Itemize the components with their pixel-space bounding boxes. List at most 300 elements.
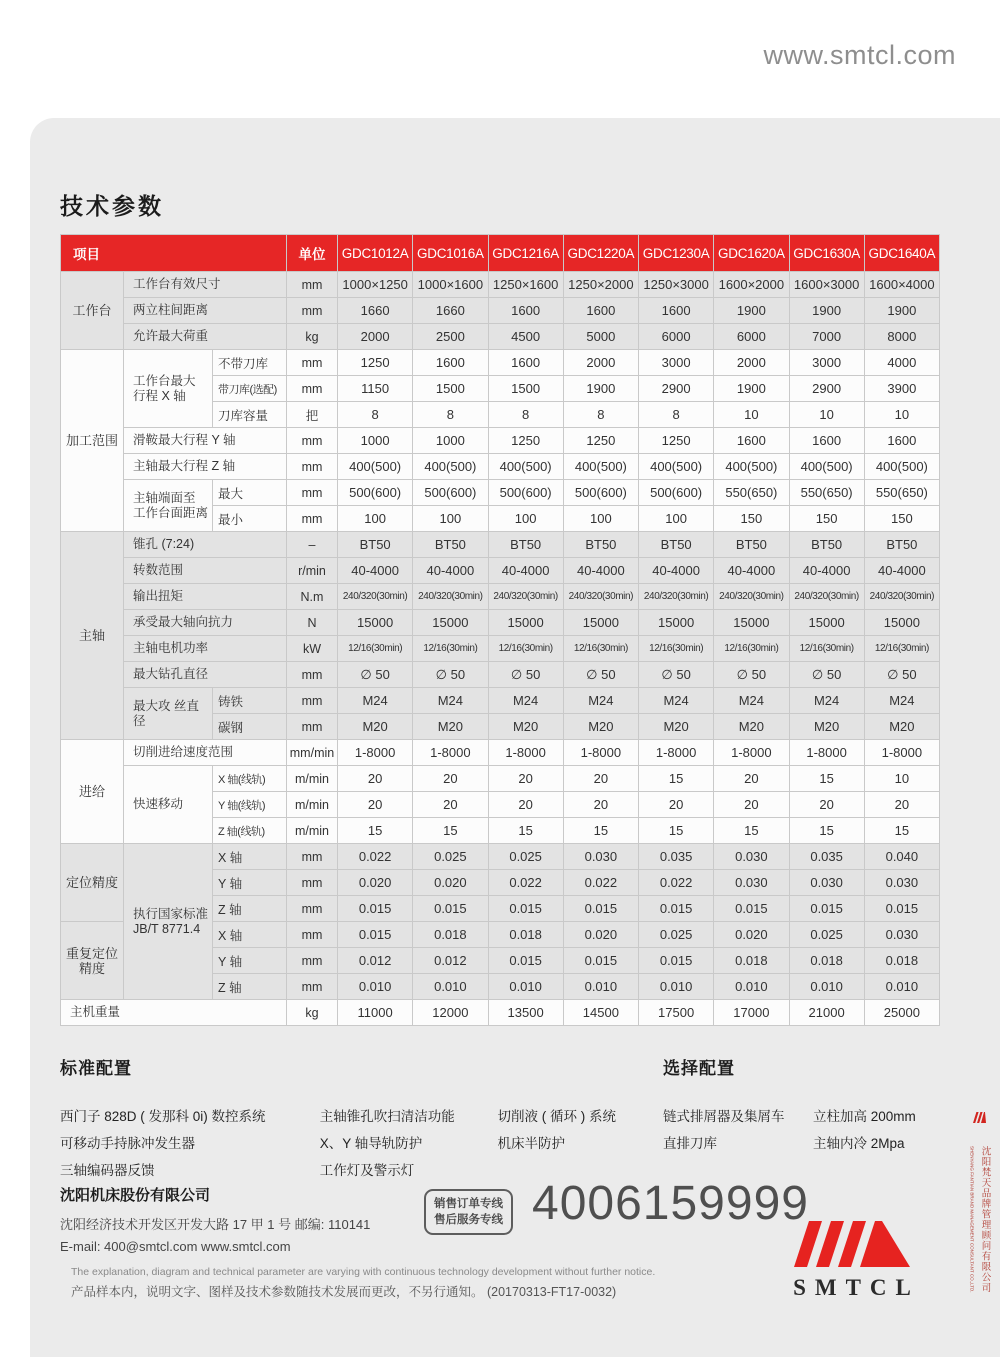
config-item: 主轴锥孔吹扫清洁功能 bbox=[319, 1109, 455, 1124]
spec-value-cell: 0.015 bbox=[865, 896, 939, 921]
table-row bbox=[61, 662, 939, 687]
company-address: 沈阳经济技术开发区开发大路 17 甲 1 号 邮编: 110141 bbox=[60, 1217, 371, 1232]
spec-unit-cell: m/min bbox=[287, 818, 337, 843]
spec-value-cell: 17500 bbox=[639, 1000, 713, 1025]
spec-value-cell: M24 bbox=[564, 688, 638, 713]
spec-value-cell: 1250 bbox=[639, 428, 713, 453]
spec-value-cell: 15 bbox=[489, 818, 563, 843]
spec-value-cell: 2000 bbox=[564, 350, 638, 375]
page-title: 技术参数 bbox=[60, 193, 164, 219]
spec-value-cell: 20 bbox=[489, 792, 563, 817]
spec-value-cell: 0.015 bbox=[489, 948, 563, 973]
spec-value-cell: 15000 bbox=[714, 610, 788, 635]
spec-value-cell: M20 bbox=[865, 714, 939, 739]
optional-config-section bbox=[663, 1054, 963, 1157]
optional-config-columns bbox=[663, 1103, 963, 1157]
spec-value-cell: 12/16(30min) bbox=[413, 636, 487, 661]
spec-value-cell: 15000 bbox=[865, 610, 939, 635]
spec-value-cell: 0.025 bbox=[639, 922, 713, 947]
spec-value-cell: 0.018 bbox=[489, 922, 563, 947]
spec-value-cell: 2900 bbox=[639, 376, 713, 401]
spec-value-cell: 1900 bbox=[714, 376, 788, 401]
spec-value-cell: M24 bbox=[413, 688, 487, 713]
config-column bbox=[498, 1103, 617, 1184]
header-model: GDC1230A bbox=[639, 235, 713, 271]
header-model: GDC1016A bbox=[413, 235, 487, 271]
spec-value-cell: 5000 bbox=[564, 324, 638, 349]
spec-value-cell: BT50 bbox=[714, 532, 788, 557]
spec-value-cell: 25000 bbox=[865, 1000, 939, 1025]
spec-value-cell: 240/320(30min) bbox=[639, 584, 713, 609]
website-url[interactable]: www.smtcl.com bbox=[763, 40, 956, 70]
spec-value-cell: M20 bbox=[639, 714, 713, 739]
spec-label-cell: 主轴最大行程 Z 轴 bbox=[124, 454, 286, 479]
spec-sub-label-cell: 铸铁 bbox=[213, 688, 286, 713]
spec-value-cell: 21000 bbox=[790, 1000, 864, 1025]
spec-value-cell: 1600×4000 bbox=[865, 272, 939, 297]
spec-unit-cell: mm bbox=[287, 298, 337, 323]
spec-value-cell: 1600×3000 bbox=[790, 272, 864, 297]
spec-value-cell: ∅ 50 bbox=[564, 662, 638, 687]
spec-value-cell: 400(500) bbox=[564, 454, 638, 479]
spec-value-cell: 240/320(30min) bbox=[865, 584, 939, 609]
spec-value-cell: 550(650) bbox=[790, 480, 864, 505]
spec-value-cell: 1900 bbox=[564, 376, 638, 401]
side-brand-en: SHENYANG FANTIAN BRAND MANAGEMENT CONSULTANT CO.,LTD. bbox=[969, 1146, 975, 1293]
spec-value-cell: 3000 bbox=[639, 350, 713, 375]
spec-value-cell: 0.010 bbox=[564, 974, 638, 999]
config-item: 主轴内冷 2Mpa bbox=[813, 1136, 905, 1151]
smtcl-logo-icon bbox=[794, 1221, 910, 1267]
spec-value-cell: 1900 bbox=[714, 298, 788, 323]
spec-group-cell: 加工范围 bbox=[61, 350, 123, 531]
spec-sub-label-cell: 最小 bbox=[213, 506, 286, 531]
spec-value-cell: 8 bbox=[639, 402, 713, 427]
side-brand-icon bbox=[973, 1112, 986, 1123]
spec-value-cell: 400(500) bbox=[790, 454, 864, 479]
spec-value-cell: ∅ 50 bbox=[413, 662, 487, 687]
spec-value-cell: 15000 bbox=[489, 610, 563, 635]
spec-value-cell: 1600 bbox=[639, 298, 713, 323]
table-row bbox=[61, 324, 939, 349]
spec-value-cell: 240/320(30min) bbox=[338, 584, 412, 609]
spec-value-cell: 1600 bbox=[489, 350, 563, 375]
spec-unit-cell: – bbox=[287, 532, 337, 557]
spec-value-cell: 0.025 bbox=[790, 922, 864, 947]
spec-value-cell: 0.022 bbox=[338, 844, 412, 869]
spec-value-cell: 17000 bbox=[714, 1000, 788, 1025]
spec-value-cell: 13500 bbox=[489, 1000, 563, 1025]
spec-value-cell: 150 bbox=[865, 506, 939, 531]
spec-sub-label-cell: Y 轴(线轨) bbox=[213, 792, 286, 817]
spec-value-cell: 11000 bbox=[338, 1000, 412, 1025]
spec-value-cell: 40-4000 bbox=[639, 558, 713, 583]
spec-value-cell: 0.015 bbox=[639, 896, 713, 921]
spec-value-cell: 0.018 bbox=[413, 922, 487, 947]
spec-unit-cell: mm bbox=[287, 688, 337, 713]
spec-value-cell: 0.015 bbox=[338, 896, 412, 921]
spec-value-cell: 1600×2000 bbox=[714, 272, 788, 297]
spec-value-cell: 15000 bbox=[413, 610, 487, 635]
spec-value-cell: 4500 bbox=[489, 324, 563, 349]
spec-value-cell: 12/16(30min) bbox=[489, 636, 563, 661]
spec-unit-cell: kW bbox=[287, 636, 337, 661]
config-column bbox=[60, 1103, 286, 1184]
spec-value-cell: M20 bbox=[489, 714, 563, 739]
spec-value-cell: ∅ 50 bbox=[338, 662, 412, 687]
spec-sub-label-cell: Z 轴 bbox=[213, 896, 286, 921]
spec-value-cell: 240/320(30min) bbox=[714, 584, 788, 609]
spec-value-cell: 20 bbox=[714, 792, 788, 817]
table-row bbox=[61, 584, 939, 609]
spec-value-cell: 20 bbox=[338, 766, 412, 791]
disclaimer bbox=[71, 1266, 655, 1300]
spec-unit-cell: 把 bbox=[287, 402, 337, 427]
spec-unit-cell: mm bbox=[287, 662, 337, 687]
spec-value-cell: 12/16(30min) bbox=[639, 636, 713, 661]
spec-value-cell: 8000 bbox=[865, 324, 939, 349]
spec-value-cell: 150 bbox=[790, 506, 864, 531]
spec-value-cell: 0.015 bbox=[338, 922, 412, 947]
spec-value-cell: 0.022 bbox=[639, 870, 713, 895]
spec-value-cell: 1000×1600 bbox=[413, 272, 487, 297]
spec-unit-cell: m/min bbox=[287, 766, 337, 791]
config-item: 切削液 ( 循环 ) 系统 bbox=[497, 1109, 616, 1124]
spec-value-cell: 15000 bbox=[639, 610, 713, 635]
config-item: 立柱加高 200mm bbox=[813, 1109, 916, 1124]
spec-value-cell: 12/16(30min) bbox=[338, 636, 412, 661]
spec-sub-label-cell: 带刀库(选配) bbox=[213, 376, 286, 401]
table-header-row bbox=[61, 235, 939, 271]
spec-unit-cell: mm bbox=[287, 506, 337, 531]
spec-value-cell: 0.012 bbox=[413, 948, 487, 973]
header-model: GDC1220A bbox=[564, 235, 638, 271]
spec-value-cell: 15 bbox=[790, 818, 864, 843]
spec-value-cell: 4000 bbox=[865, 350, 939, 375]
spec-sub-label-cell: X 轴(线轨) bbox=[213, 766, 286, 791]
spec-value-cell: 0.020 bbox=[413, 870, 487, 895]
spec-value-cell: 0.018 bbox=[865, 948, 939, 973]
spec-value-cell: 1150 bbox=[338, 376, 412, 401]
spec-value-cell: 2000 bbox=[338, 324, 412, 349]
spec-value-cell: BT50 bbox=[489, 532, 563, 557]
spec-value-cell: 1-8000 bbox=[865, 740, 939, 765]
spec-value-cell: 100 bbox=[413, 506, 487, 531]
spec-value-cell: 20 bbox=[865, 792, 939, 817]
spec-unit-cell: m/min bbox=[287, 792, 337, 817]
table-row bbox=[61, 532, 939, 557]
spec-value-cell: M24 bbox=[338, 688, 412, 713]
spec-label-cell: 锥孔 (7:24) bbox=[124, 532, 286, 557]
spec-value-cell: 1-8000 bbox=[338, 740, 412, 765]
spec-value-cell: 0.020 bbox=[338, 870, 412, 895]
spec-value-cell: 1000×1250 bbox=[338, 272, 412, 297]
config-item: 直排刀库 bbox=[663, 1136, 717, 1151]
spec-value-cell: 40-4000 bbox=[865, 558, 939, 583]
spec-unit-cell: mm bbox=[287, 428, 337, 453]
spec-value-cell: M24 bbox=[639, 688, 713, 713]
spec-value-cell: ∅ 50 bbox=[790, 662, 864, 687]
config-item: 链式排屑器及集屑车 bbox=[663, 1109, 785, 1124]
spec-value-cell: 2900 bbox=[790, 376, 864, 401]
spec-value-cell: 100 bbox=[338, 506, 412, 531]
config-item: 机床半防护 bbox=[497, 1136, 565, 1151]
spec-value-cell: 1600 bbox=[413, 350, 487, 375]
spec-value-cell: BT50 bbox=[338, 532, 412, 557]
content-panel bbox=[30, 118, 1000, 1357]
spec-value-cell: 10 bbox=[714, 402, 788, 427]
spec-value-cell: BT50 bbox=[564, 532, 638, 557]
side-brand-cn: 沈阳梵天品牌管理顾问有限公司 bbox=[979, 1146, 991, 1293]
spec-sub-label-cell: 最大 bbox=[213, 480, 286, 505]
spec-value-cell: M24 bbox=[865, 688, 939, 713]
table-row bbox=[61, 844, 939, 869]
spec-value-cell: 400(500) bbox=[489, 454, 563, 479]
spec-value-cell: 15 bbox=[639, 818, 713, 843]
spec-value-cell: ∅ 50 bbox=[714, 662, 788, 687]
spec-value-cell: 1600 bbox=[865, 428, 939, 453]
header-model: GDC1012A bbox=[338, 235, 412, 271]
table-row bbox=[61, 272, 939, 297]
hotline-label-box bbox=[424, 1189, 513, 1235]
company-email[interactable]: E-mail: 400@smtcl.com www.smtcl.com bbox=[60, 1239, 291, 1254]
spec-value-cell: 15000 bbox=[338, 610, 412, 635]
side-brand-text bbox=[967, 1132, 992, 1307]
spec-value-cell: 1000 bbox=[413, 428, 487, 453]
spec-value-cell: 15 bbox=[338, 818, 412, 843]
spec-group-cell: 进给 bbox=[61, 740, 123, 843]
spec-label-cell: 转数范围 bbox=[124, 558, 286, 583]
spec-sub-label-cell: Y 轴 bbox=[213, 948, 286, 973]
spec-unit-cell: mm bbox=[287, 350, 337, 375]
spec-unit-cell: mm bbox=[287, 454, 337, 479]
spec-group-cell: 工作台 bbox=[61, 272, 123, 349]
spec-label-cell: 最大攻 丝直径 bbox=[124, 688, 212, 739]
table-row bbox=[61, 428, 939, 453]
hotline-number: 4006159999 bbox=[532, 1177, 809, 1230]
spec-value-cell: 1500 bbox=[413, 376, 487, 401]
spec-value-cell: 40-4000 bbox=[338, 558, 412, 583]
spec-label-cell: 最大钻孔直径 bbox=[124, 662, 286, 687]
spec-group-cell: 定位精度 bbox=[61, 844, 123, 921]
spec-unit-cell: mm bbox=[287, 480, 337, 505]
spec-value-cell: 500(600) bbox=[338, 480, 412, 505]
spec-value-cell: 40-4000 bbox=[714, 558, 788, 583]
spec-value-cell: 0.040 bbox=[865, 844, 939, 869]
spec-value-cell: 400(500) bbox=[639, 454, 713, 479]
spec-value-cell: 40-4000 bbox=[489, 558, 563, 583]
config-column bbox=[320, 1103, 464, 1184]
hotline-line2: 售后服务专线 bbox=[434, 1214, 503, 1226]
spec-value-cell: M24 bbox=[790, 688, 864, 713]
spec-unit-cell: mm bbox=[287, 844, 337, 869]
spec-value-cell: 10 bbox=[865, 402, 939, 427]
spec-unit-cell: mm bbox=[287, 714, 337, 739]
spec-unit-cell: mm bbox=[287, 870, 337, 895]
spec-value-cell: 500(600) bbox=[489, 480, 563, 505]
spec-value-cell: 14500 bbox=[564, 1000, 638, 1025]
disclaimer-chinese: 产品样本内，说明文字、图样及技术参数随技术发展而更改，不另行通知。 (20170313-FT17-0032) bbox=[71, 1285, 617, 1299]
spec-value-cell: 1600 bbox=[564, 298, 638, 323]
spec-value-cell: 1-8000 bbox=[639, 740, 713, 765]
spec-value-cell: ∅ 50 bbox=[865, 662, 939, 687]
spec-value-cell: 0.010 bbox=[338, 974, 412, 999]
spec-value-cell: 0.015 bbox=[714, 896, 788, 921]
spec-value-cell: 15 bbox=[865, 818, 939, 843]
spec-value-cell: 40-4000 bbox=[790, 558, 864, 583]
spec-value-cell: 1-8000 bbox=[790, 740, 864, 765]
spec-value-cell: 20 bbox=[413, 792, 487, 817]
spec-value-cell: 1-8000 bbox=[714, 740, 788, 765]
spec-value-cell: 15 bbox=[564, 818, 638, 843]
spec-value-cell: BT50 bbox=[639, 532, 713, 557]
spec-value-cell: 0.022 bbox=[489, 870, 563, 895]
spec-value-cell: 0.030 bbox=[865, 870, 939, 895]
spec-value-cell: 15000 bbox=[564, 610, 638, 635]
spec-unit-cell: mm bbox=[287, 272, 337, 297]
spec-value-cell: 0.010 bbox=[489, 974, 563, 999]
spec-sub-label-cell: 不带刀库 bbox=[213, 350, 286, 375]
spec-value-cell: 12/16(30min) bbox=[714, 636, 788, 661]
spec-unit-cell: mm/min bbox=[287, 740, 337, 765]
spec-value-cell: 1600 bbox=[790, 428, 864, 453]
spec-label-cell: 工作台有效尺寸 bbox=[124, 272, 286, 297]
spec-value-cell: 240/320(30min) bbox=[413, 584, 487, 609]
header-unit: 单位 bbox=[287, 235, 337, 271]
spec-value-cell: 1250 bbox=[489, 428, 563, 453]
spec-value-cell: 20 bbox=[714, 766, 788, 791]
spec-value-cell: 8 bbox=[413, 402, 487, 427]
spec-value-cell: 20 bbox=[790, 792, 864, 817]
spec-value-cell: M24 bbox=[489, 688, 563, 713]
spec-label-cell: 主轴电机功率 bbox=[124, 636, 286, 661]
spec-unit-cell: mm bbox=[287, 974, 337, 999]
spec-value-cell: 0.010 bbox=[639, 974, 713, 999]
spec-value-cell: M20 bbox=[714, 714, 788, 739]
standard-config-title: 标准配置 bbox=[60, 1059, 132, 1078]
spec-value-cell: 400(500) bbox=[865, 454, 939, 479]
spec-value-cell: 3000 bbox=[790, 350, 864, 375]
spec-value-cell: 15000 bbox=[790, 610, 864, 635]
spec-value-cell: 12/16(30min) bbox=[564, 636, 638, 661]
config-item: 三轴编码器反馈 bbox=[60, 1163, 155, 1178]
spec-value-cell: 100 bbox=[639, 506, 713, 531]
spec-sub-label-cell: Z 轴 bbox=[213, 974, 286, 999]
spec-value-cell: 0.035 bbox=[639, 844, 713, 869]
spec-value-cell: BT50 bbox=[413, 532, 487, 557]
spec-value-cell: 400(500) bbox=[714, 454, 788, 479]
header-model: GDC1620A bbox=[714, 235, 788, 271]
config-item: 可移动手持脉冲发生器 bbox=[60, 1136, 195, 1151]
spec-label-cell: 工作台最大 行程 X 轴 bbox=[124, 350, 212, 427]
config-item: X、Y 轴导轨防护 bbox=[319, 1136, 423, 1151]
optional-config-title: 选择配置 bbox=[663, 1059, 735, 1078]
spec-value-cell: 1660 bbox=[338, 298, 412, 323]
spec-value-cell: 240/320(30min) bbox=[489, 584, 563, 609]
spec-group-cell: 重复定位 精度 bbox=[61, 922, 123, 999]
spec-sub-label-cell: 刀库容量 bbox=[213, 402, 286, 427]
spec-value-cell: 20 bbox=[338, 792, 412, 817]
spec-value-cell: 1-8000 bbox=[489, 740, 563, 765]
spec-value-cell: 1000 bbox=[338, 428, 412, 453]
spec-value-cell: 20 bbox=[489, 766, 563, 791]
table-row bbox=[61, 454, 939, 479]
spec-unit-cell: mm bbox=[287, 896, 337, 921]
table-row bbox=[61, 1000, 939, 1025]
disclaimer-english: The explanation, diagram and technical parameter are varying with continuous technology development without further notice. bbox=[71, 1266, 656, 1278]
spec-value-cell: 15 bbox=[790, 766, 864, 791]
spec-value-cell: M20 bbox=[338, 714, 412, 739]
config-item: 工作灯及警示灯 bbox=[319, 1163, 415, 1178]
header-model: GDC1640A bbox=[865, 235, 939, 271]
table-row bbox=[61, 558, 939, 583]
spec-value-cell: 0.015 bbox=[489, 896, 563, 921]
spec-value-cell: 0.030 bbox=[790, 870, 864, 895]
table-row bbox=[61, 350, 939, 375]
table-row bbox=[61, 480, 939, 505]
smtcl-logo bbox=[782, 1221, 922, 1301]
spec-value-cell: 1250×1600 bbox=[489, 272, 563, 297]
table-row bbox=[61, 298, 939, 323]
spec-label-cell: 承受最大轴向抗力 bbox=[124, 610, 286, 635]
table-row bbox=[61, 688, 939, 713]
spec-value-cell: 0.030 bbox=[564, 844, 638, 869]
spec-label-cell: 切削进给速度范围 bbox=[124, 740, 286, 765]
spec-value-cell: 0.030 bbox=[714, 844, 788, 869]
spec-unit-cell: mm bbox=[287, 376, 337, 401]
header-model: GDC1630A bbox=[790, 235, 864, 271]
spec-value-cell: 3900 bbox=[865, 376, 939, 401]
spec-value-cell: 240/320(30min) bbox=[564, 584, 638, 609]
spec-value-cell: 15 bbox=[714, 818, 788, 843]
config-item: 西门子 828D ( 发那科 0i) 数控系统 bbox=[60, 1109, 266, 1124]
company-info bbox=[60, 1184, 370, 1254]
spec-value-cell: 0.018 bbox=[790, 948, 864, 973]
spec-value-cell: 2000 bbox=[714, 350, 788, 375]
spec-value-cell: 400(500) bbox=[413, 454, 487, 479]
spec-value-cell: 0.015 bbox=[413, 896, 487, 921]
spec-value-cell: 8 bbox=[489, 402, 563, 427]
header-model: GDC1216A bbox=[489, 235, 563, 271]
spec-value-cell: 0.015 bbox=[564, 896, 638, 921]
header-item: 项目 bbox=[61, 235, 286, 271]
spec-value-cell: 0.025 bbox=[413, 844, 487, 869]
spec-value-cell: 1600 bbox=[714, 428, 788, 453]
spec-unit-cell: mm bbox=[287, 948, 337, 973]
spec-value-cell: 0.010 bbox=[413, 974, 487, 999]
spec-label-cell: 快速移动 bbox=[124, 766, 212, 843]
spec-value-cell: 0.025 bbox=[489, 844, 563, 869]
spec-value-cell: 0.022 bbox=[564, 870, 638, 895]
company-name: 沈阳机床股份有限公司 bbox=[60, 1187, 211, 1204]
table-row bbox=[61, 636, 939, 661]
spec-value-cell: 8 bbox=[338, 402, 412, 427]
spec-value-cell: 20 bbox=[639, 792, 713, 817]
standard-config-section bbox=[60, 1054, 650, 1184]
spec-label-cell: 允许最大荷重 bbox=[124, 324, 286, 349]
spec-value-cell: 0.010 bbox=[865, 974, 939, 999]
spec-value-cell: 6000 bbox=[639, 324, 713, 349]
spec-value-cell: 20 bbox=[564, 766, 638, 791]
spec-value-cell: 1900 bbox=[865, 298, 939, 323]
spec-unit-cell: mm bbox=[287, 922, 337, 947]
spec-value-cell: 0.010 bbox=[714, 974, 788, 999]
spec-value-cell: 1250×3000 bbox=[639, 272, 713, 297]
spec-value-cell: 20 bbox=[564, 792, 638, 817]
smtcl-logo-text: SMTCL bbox=[793, 1275, 920, 1300]
side-brand bbox=[964, 1110, 994, 1307]
spec-unit-cell: r/min bbox=[287, 558, 337, 583]
